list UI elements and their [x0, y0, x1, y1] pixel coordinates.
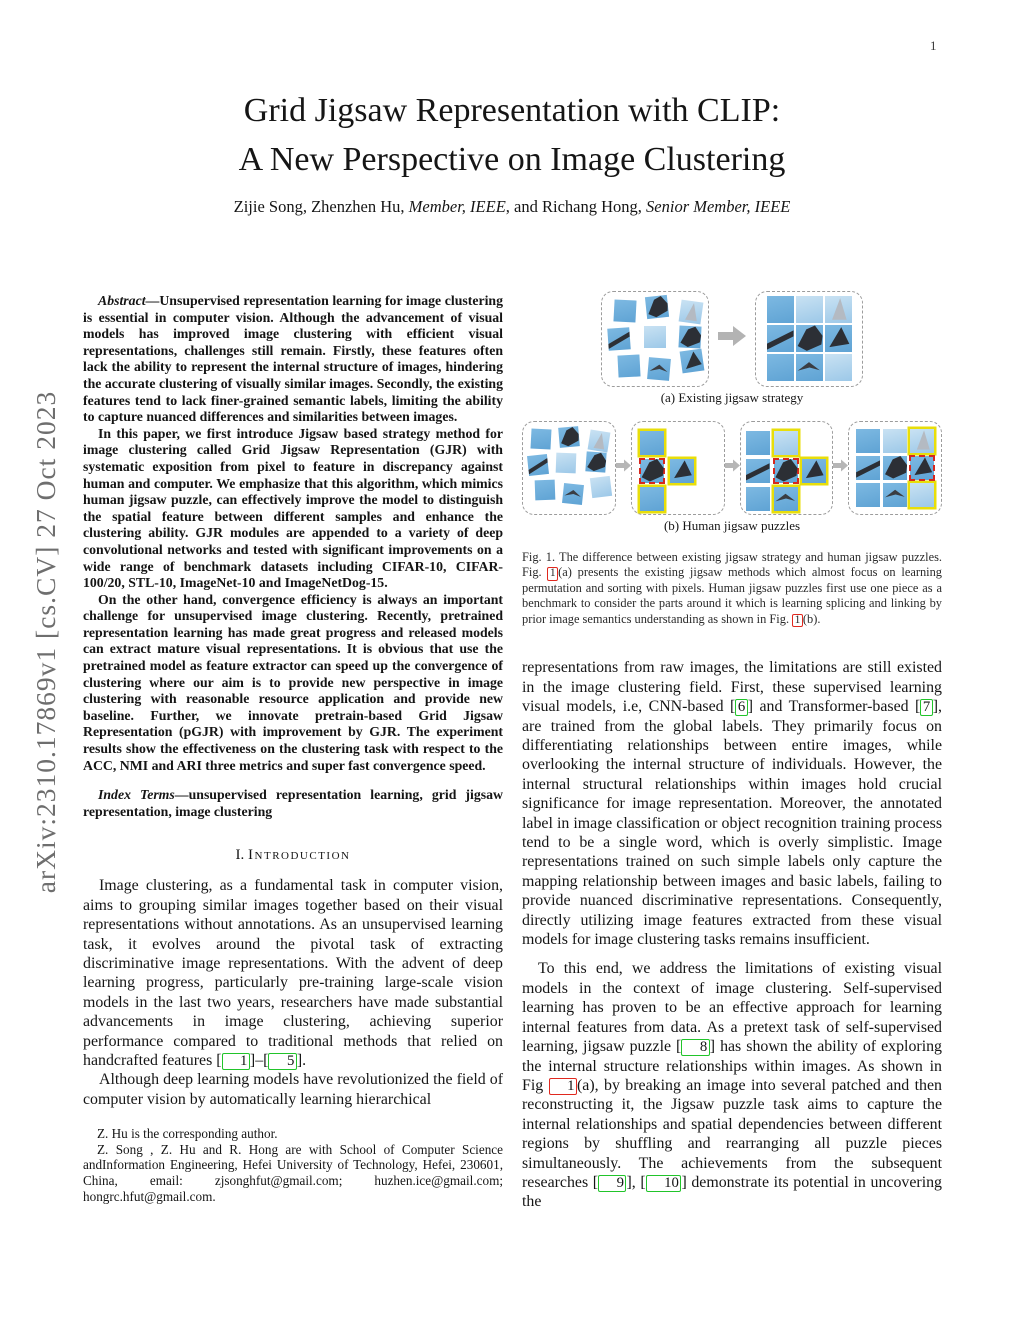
jigsaw-piece [910, 456, 934, 480]
jigsaw-piece [767, 296, 794, 323]
section-heading-introduction [83, 847, 503, 864]
arxiv-watermark: arXiv:2310.17869v1 [cs.CV] 27 Oct 2023 [30, 390, 61, 894]
arrow-right-icon [616, 458, 631, 478]
abstract-paragraph-2: In this paper, we first introduce Jigsaw based strategy method for image clustering called Grid Jigsaw Representation (GJR) with systematic exposition from pixel to feature in discrepancy against human and computer. We emphasize that this algorithm, which mimics human jigsaw puzzle, can effectively improve the model to distinguish the spatial feature between different samples and enhance the clustering ability. GJR modules are appended to a variety of deep convolutional networks and tested with significant improvements on a wide range of benchmark datasets including CIFAR-10, CIFAR-100/20, STL-10, ImageNet-10 and ImageNetDog-15. [83, 425, 503, 591]
paper-title-line1: Grid Jigsaw Representation with CLIP: [243, 92, 781, 129]
body-paragraph: To this end, we address the limitations of existing visual models in the context of image clustering. Self-supervised learning has proven to be an effective approach for learning internal features from data. As a pretext task of self-supervised learning, jigsaw puzzle [ 8 ] has shown the ability of exploring the internal structure relationships within images. As shown in Fig 1 (a), by breaking an image into several patched and then reconstructing it, the Jigsaw puzzle task aims to capture the internal relationships and spatial dependencies between different regions by shuffling and rearranging all puzzle pieces simultaneously. The achievements from the subsequent researches [ 9 ], [ 10 ] demonstrate its potential in uncovering the [522, 960, 943, 1211]
jigsaw-piece [680, 348, 705, 373]
section-title: Introduction [248, 847, 351, 864]
jigsaw-piece [530, 428, 551, 449]
jigsaw-piece [590, 475, 612, 497]
jigsaw-piece [640, 459, 664, 483]
citation-reference: 10 [646, 1175, 682, 1192]
assembled-grid [756, 292, 862, 386]
jigsaw-piece [856, 456, 880, 480]
jigsaw-piece [802, 459, 826, 483]
jigsaw-piece [607, 327, 630, 350]
jigsaw-piece [535, 479, 556, 500]
jigsaw-piece [585, 451, 606, 472]
paper-title [0, 86, 1024, 184]
citation-reference: 1 [222, 1053, 250, 1070]
jigsaw-piece [527, 454, 549, 476]
jigsaw-piece [910, 483, 934, 507]
jigsaw-piece [825, 296, 852, 323]
citation-reference: 6 [735, 699, 747, 716]
jigsaw-piece [558, 426, 580, 448]
citation-reference: 5 [268, 1053, 296, 1070]
introduction-body [83, 876, 503, 1109]
abstract-paragraph-3: On the other hand, convergence efficiency is always an important challenge for unsupervised image clustering. Recently, pretrained representation learning has made great progress and released models can extract mature visual representations. It is obvious that use the pretrained model as feature extractor can speed up the convergence of clustering where our aim is to provide new perspective in image clustering with reasonable resource application and provide new baseline. Further, we innovate pretrain-based Grid Jigsaw Representation (pGJR) with improvement by GJR. The experiment results show the effectiveness on the clustering task with respect to the ACC, NMI and ARI three metrics and super fast convergence speed. [83, 591, 503, 773]
footnotes [83, 1126, 503, 1204]
citation-reference: 9 [598, 1175, 626, 1192]
intro-paragraph-1: Image clustering, as a fundamental task in computer vision, aims to grouping similar images together based on their visual representations without annotations. As an unsupervised learning task, it evolves around the pivotal task of extracting discriminative image representations. With the advent of deep learning progress, particularly pre-training large-scale vision models in the last two years, researchers have made substantial advancements in image clustering, achieving superior performance compared to traditional methods that relied on handcrafted features [ 1 ]–[ 5 ]. [83, 877, 503, 1070]
figure1-caption-a: (a) Existing jigsaw strategy [660, 390, 804, 405]
jigsaw-piece [679, 299, 704, 324]
jigsaw-piece [670, 459, 694, 483]
paper-title-line2: A New Perspective on Image Clustering [238, 141, 786, 178]
jigsaw-piece [588, 429, 611, 452]
jigsaw-piece [856, 429, 880, 453]
jigsaw-piece [645, 294, 669, 318]
jigsaw-piece [640, 431, 664, 455]
panel-b-step2-box [631, 421, 725, 515]
jigsaw-piece [746, 459, 770, 483]
jigsaw-piece [617, 354, 640, 377]
body-paragraph: representations from raw images, the limitations are still existed in the image clustering field. First, these supervised learning visual models, i.e, CNN-based [ 6 ] and Transformer-based [ 7 ], are trained from the global labels. They primarily focus on differentiating relationships between entire images, while overlooking the internal structure of individuals. However, the internal structural relationships within images hold crucial significance for image representation. Moreover, the annotated label in image classification or object recognition training process tend to be a single word, which is overly simplistic. Image representations trained on such simple labels only capture the mapping relationship between images and basic labels, failing to provide nuanced discriminative representations. Consequently, directly utilizing image features extracted from these visual models for image clustering tasks remains insufficient. [522, 659, 942, 949]
arrow-right-icon [725, 458, 740, 478]
jigsaw-piece [647, 357, 671, 381]
footnote-affiliation: Z. Song , Z. Hu and R. Hong are with School of Computer Science andInformation Engineering, Hefei University of Technology, Hefei, 230601, China, email: zjsonghfut@gmail.com; huzhen.ice@gmail.com; hongrc.hfut@gmail.com. [83, 1141, 503, 1204]
authors-line: Zijie Song, Zhenzhen Hu, Member, IEEE, and Richang Hong, Senior Member, IEEE [233, 197, 791, 216]
panel-a-scattered-box [601, 291, 709, 387]
jigsaw-piece [613, 299, 636, 322]
jigsaw-piece [774, 459, 798, 483]
jigsaw-piece [825, 325, 852, 352]
jigsaw-piece [562, 483, 584, 505]
jigsaw-piece [644, 326, 666, 348]
jigsaw-piece [767, 354, 794, 381]
figure1-caption-b: (b) Human jigsaw puzzles [663, 518, 801, 533]
figure-reference: 1 [547, 567, 558, 581]
index-terms: Index Terms—unsupervised representation learning, grid jigsaw representation, image clustering [83, 787, 503, 819]
arrow-right-icon [833, 458, 848, 478]
section-number: I. [235, 847, 245, 864]
jigsaw-piece [856, 483, 880, 507]
figure-reference: 1 [549, 1078, 577, 1095]
page-number: 1 [930, 38, 937, 53]
jigsaw-piece [883, 429, 907, 453]
jigsaw-piece [883, 456, 907, 480]
jigsaw-piece [678, 325, 701, 348]
arrow-right-icon [718, 324, 746, 353]
jigsaw-piece [883, 483, 907, 507]
panel-b-step3-box [740, 421, 834, 515]
jigsaw-piece [796, 325, 823, 352]
jigsaw-piece [774, 487, 798, 511]
citation-reference: 7 [920, 699, 932, 716]
right-column-body [522, 658, 942, 1211]
jigsaw-piece [556, 452, 577, 473]
figure1-panel-b [522, 420, 942, 515]
right-column [522, 290, 942, 1212]
left-column [83, 293, 503, 1204]
jigsaw-piece [796, 296, 823, 323]
abstract-paragraph-1: Abstract—Unsupervised representation learning for image clustering is essential in computer vision. Although the advancement of visual models has improved image clustering with efficient visual representations, challenges still remain. Firstly, these features often lack the ability to represent the internal structure of images, hindering the accurate clustering of visually similar images. Secondly, the existing features tend to lack finer-grained semantic labels, limiting the ability to capture nuanced differences and similarities between images. [83, 293, 503, 425]
intro-paragraph-2: Although deep learning models have revolutionized the field of computer vision by automatically learning hierarchical [83, 1071, 503, 1108]
jigsaw-piece [767, 325, 794, 352]
footnote-corresponding-author: Z. Hu is the corresponding author. [97, 1126, 278, 1142]
figure1-caption: Fig. 1. The difference between existing jigsaw strategy and human jigsaw puzzles. Fig. 1 (a) presents the existing jigsaw methods which almost focus on learning permutation and sorting with pixels. Human jigsaw puzzles first use one piece as a benchmark to consider the parts around it which is learning splicing and linking by prior image semantics understanding as shown in Fig. 1 (b). [522, 550, 942, 626]
jigsaw-piece [640, 487, 664, 511]
citation-reference: 8 [681, 1039, 709, 1056]
panel-b-step1-box [522, 421, 616, 515]
jigsaw-piece [746, 431, 770, 455]
jigsaw-piece [796, 354, 823, 381]
figure1-panel-a [522, 290, 942, 387]
figure-reference: 1 [792, 614, 803, 628]
jigsaw-piece [825, 354, 852, 381]
panel-b-step4-box [848, 421, 942, 515]
jigsaw-piece [910, 429, 934, 453]
jigsaw-piece [746, 487, 770, 511]
jigsaw-piece [774, 431, 798, 455]
panel-a-assembled-box [755, 291, 863, 387]
abstract-section [83, 293, 503, 820]
assembled-grid [849, 422, 941, 514]
